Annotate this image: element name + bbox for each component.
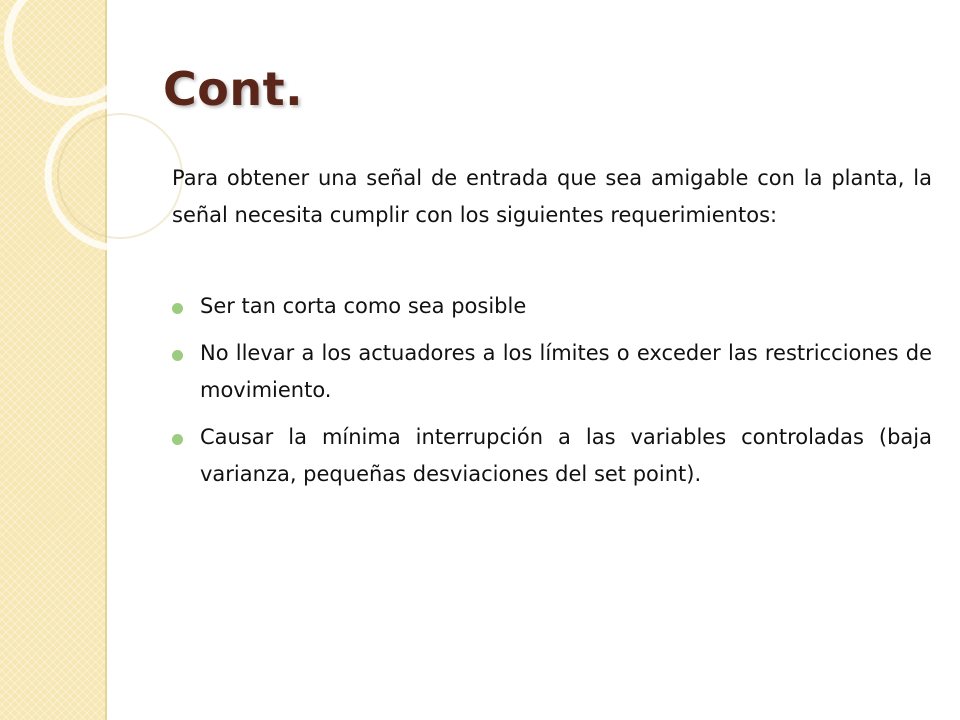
list-item [172, 335, 932, 409]
list-item-text: Causar la mínima interrupción a las variables controladas (baja varianza, pequeñas desviaciones del set point). [200, 425, 932, 486]
slide-title: Cont. [163, 62, 304, 116]
slide-content [172, 160, 932, 503]
list-item-text: No llevar a los actuadores a los límites o exceder las restricciones de movimiento. [200, 341, 932, 402]
list-item [172, 419, 932, 493]
bullet-dot-icon [172, 350, 183, 361]
list-item [172, 288, 932, 325]
bullet-dot-icon [172, 434, 183, 445]
bullet-dot-icon [172, 303, 183, 314]
intro-paragraph: Para obtener una señal de entrada que sea amigable con la planta, la señal necesita cumplir con los siguientes requerimientos: [172, 166, 932, 227]
requirements-list [172, 288, 932, 493]
list-item-text: Ser tan corta como sea posible [200, 294, 527, 318]
